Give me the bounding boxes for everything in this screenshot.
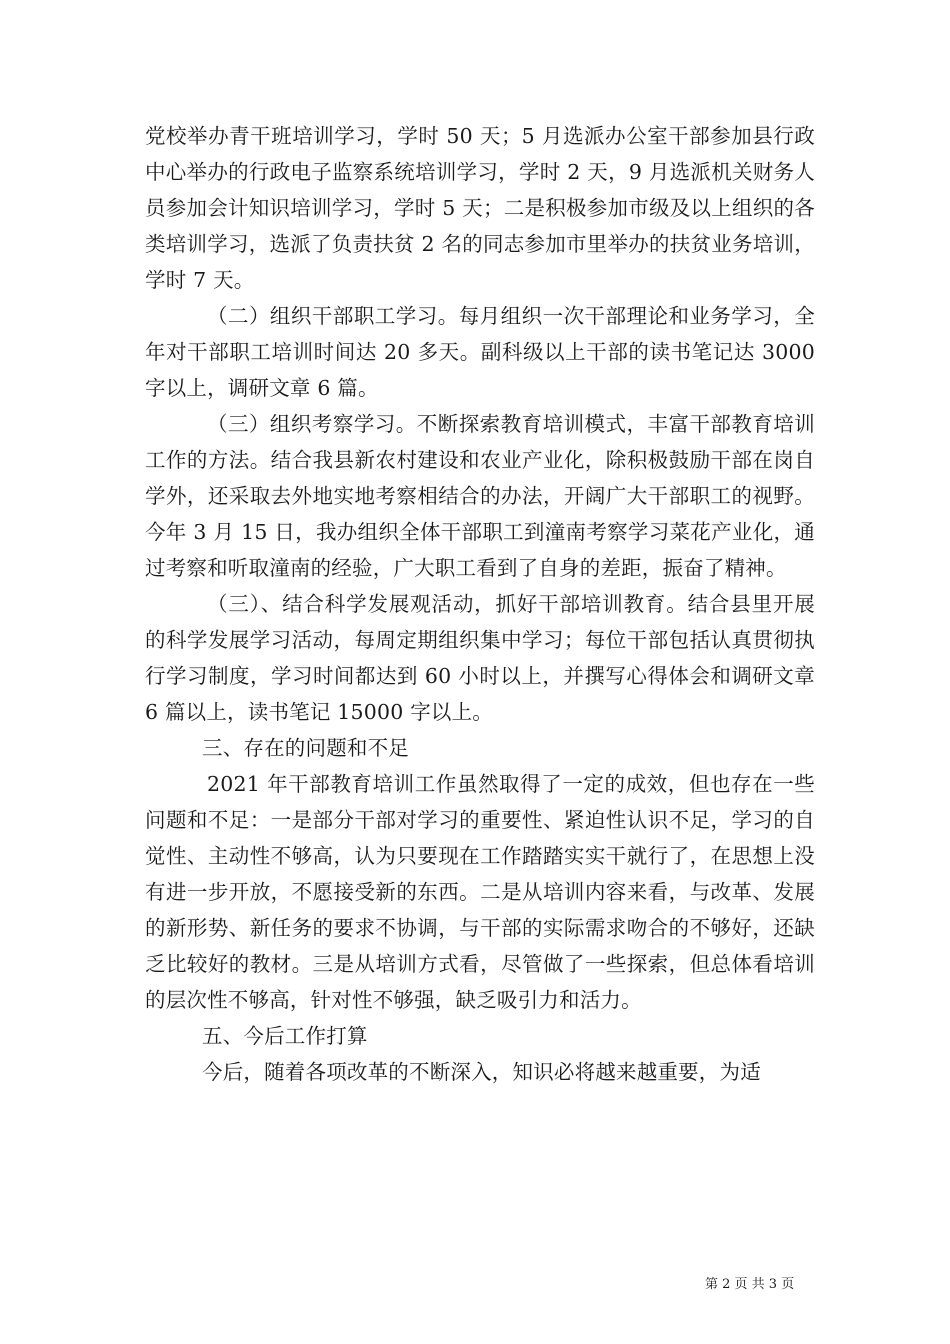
paragraph-problems: 2021 年干部教育培训工作虽然取得了一定的成效，但也存在一些问题和不足：一是部分干部对学习的重要性、紧迫性认识不足，学习的自觉性、主动性不够高，认为只要现在工作踏踏实实干就行了，在思想上没有进一步开放，不愿接受新的东西。二是从培训内容来看，与改革、发展的新形势、新任务的要求不协调，与干部的实际需求吻合的不够好，还缺乏比较好的教材。三是从培训方式看，尽管做了一些探索，但总体看培训的层次性不够高，针对性不够强，缺乏吸引力和活力。 — [145, 772, 815, 1012]
paragraph-inspection-study: （三）组织考察学习。不断探索教育培训模式，丰富干部教育培训工作的方法。结合我县新农村建设和农业产业化，除积极鼓励干部在岗自学外，还采取去外地实地考察相结合的办法，开阔广大干部职工的视野。今年 3 月 15 日，我办组织全体干部职工到潼南考察学习菜花产业化，通过考察和听取潼南的经验，广大职工看到了自身的差距，振奋了精神。 — [145, 412, 815, 580]
paragraph-future-plans: 今后，随着各项改革的不断深入，知识必将越来越重要，为适 — [202, 1060, 761, 1084]
paragraph-training-hours: 党校举办青干班培训学习，学时 50 天；5 月选派办公室干部参加县行政中心举办的行政电子监察系统培训学习，学时 2 天，9 月选派机关财务人员参加会计知识培训学习，学时 5 天；二是积极参加市级及以上组织的各类培训学习，选派了负责扶贫 2 名的同志参加市里举办的扶贫业务培训，学时 7 天。 — [145, 124, 815, 292]
paragraph-staff-study: （二）组织干部职工学习。每月组织一次干部理论和业务学习，全年对干部职工培训时间达 20 多天。副科级以上干部的读书笔记达 3000 字以上，调研文章 6 篇。 — [145, 304, 815, 400]
paragraph-scientific-development: （三）、结合科学发展观活动，抓好干部培训教育。结合县里开展的科学发展学习活动，每周定期组织集中学习；每位干部包括认真贯彻执行学习制度，学习时间都达到 60 小时以上，并撰写心得体会和调研文章 6 篇以上，读书笔记 15000 字以上。 — [145, 592, 815, 724]
document-body — [145, 118, 815, 1090]
section-heading-future-plans: 五、今后工作打算 — [202, 1024, 368, 1048]
page-number-footer: 第 2 页 共 3 页 — [705, 1277, 795, 1292]
section-heading-problems: 三、存在的问题和不足 — [202, 736, 409, 760]
